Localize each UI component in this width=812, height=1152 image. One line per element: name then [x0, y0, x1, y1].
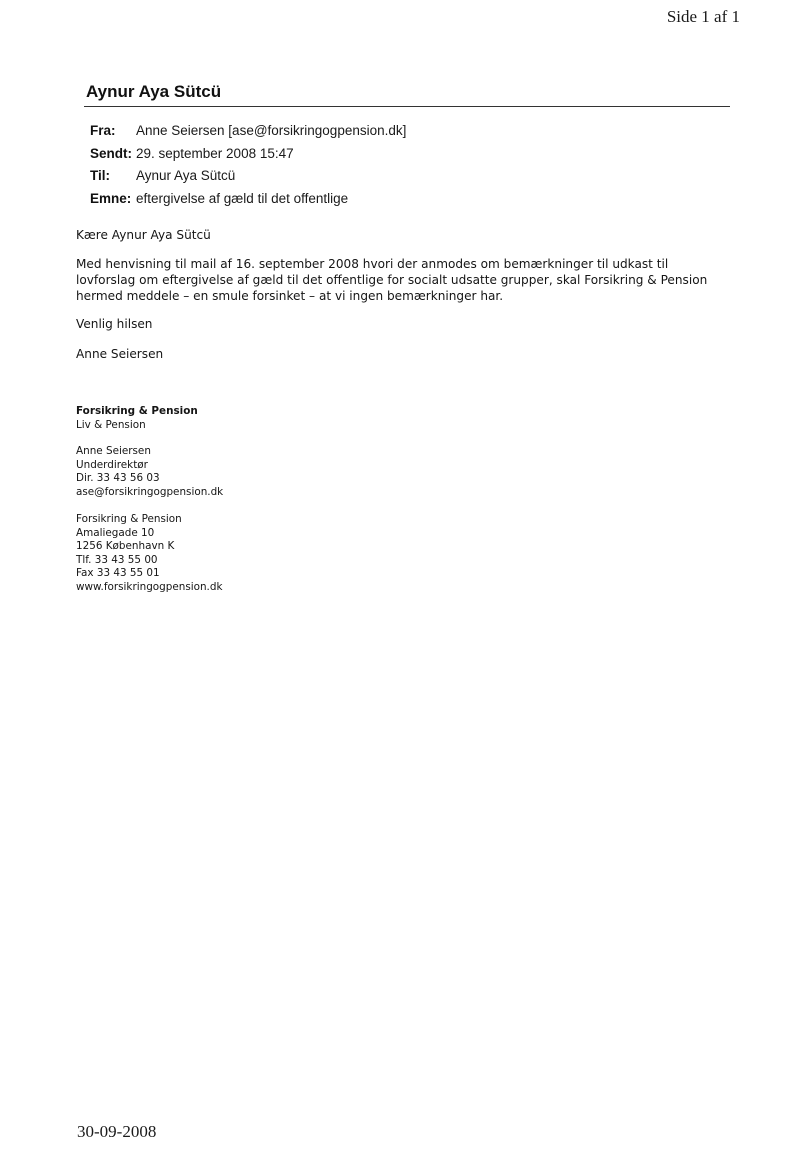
to-row	[90, 165, 406, 188]
signature-org	[76, 405, 198, 432]
signer-name: Anne Seiersen	[76, 347, 164, 361]
sent-label: Sendt:	[90, 145, 132, 161]
subject-label: Emne:	[90, 190, 132, 206]
signature-address-line: 1256 København K	[76, 540, 175, 552]
from-value: Anne Seiersen [ase@forsikringogpension.dk]	[136, 123, 407, 138]
to-value: Aynur Aya Sütcü	[136, 168, 236, 183]
print-date: 30-09-2008	[77, 1122, 157, 1141]
to-label: Til:	[90, 168, 110, 183]
from-row	[90, 120, 406, 143]
signature-person-line: Underdirektør	[76, 458, 148, 471]
signature-address-line: Amaliegade 10	[76, 526, 155, 539]
sent-value: 29. september 2008 15:47	[136, 145, 294, 161]
signature-address-line: Forsikring & Pension	[76, 513, 182, 525]
heading-divider	[84, 106, 730, 107]
body-paragraph-line: Med henvisning til mail af 16. september 2008 hvori der anmodes om bemærkninger til udkast til	[76, 257, 669, 271]
signature-email: ase@forsikringogpension.dk	[76, 485, 224, 498]
signature-person	[76, 445, 223, 499]
body-paragraph	[76, 256, 707, 304]
body-paragraph-line: hermed meddele – en smule forsinket – at vi ingen bemærkninger har.	[76, 289, 504, 303]
page-number: Side 1 af 1	[666, 7, 740, 26]
signature-fax: Fax 33 43 55 01	[76, 567, 160, 579]
closing: Venlig hilsen	[76, 317, 153, 331]
signature-person-line: Dir. 33 43 56 03	[76, 472, 160, 484]
sender-heading: Aynur Aya Sütcü	[86, 82, 222, 101]
sent-row	[90, 143, 406, 166]
subject-row	[90, 188, 406, 211]
signature-org-sub: Liv & Pension	[76, 418, 146, 431]
signature-person-line: Anne Seiersen	[76, 445, 151, 457]
signature-org-name: Forsikring & Pension	[76, 405, 198, 417]
signature-address	[76, 513, 222, 594]
signature-phone: Tlf. 33 43 55 00	[76, 553, 158, 566]
from-label: Fra:	[90, 123, 116, 138]
greeting: Kære Aynur Aya Sütcü	[76, 228, 211, 242]
signature-website: www.forsikringogpension.dk	[76, 580, 223, 593]
email-header-fields	[90, 120, 406, 210]
body-paragraph-line: lovforslag om eftergivelse af gæld til det offentlige for socialt udsatte grupper, skal Forsikring & Pension	[76, 273, 708, 287]
subject-value: eftergivelse af gæld til det offentlige	[136, 190, 349, 206]
